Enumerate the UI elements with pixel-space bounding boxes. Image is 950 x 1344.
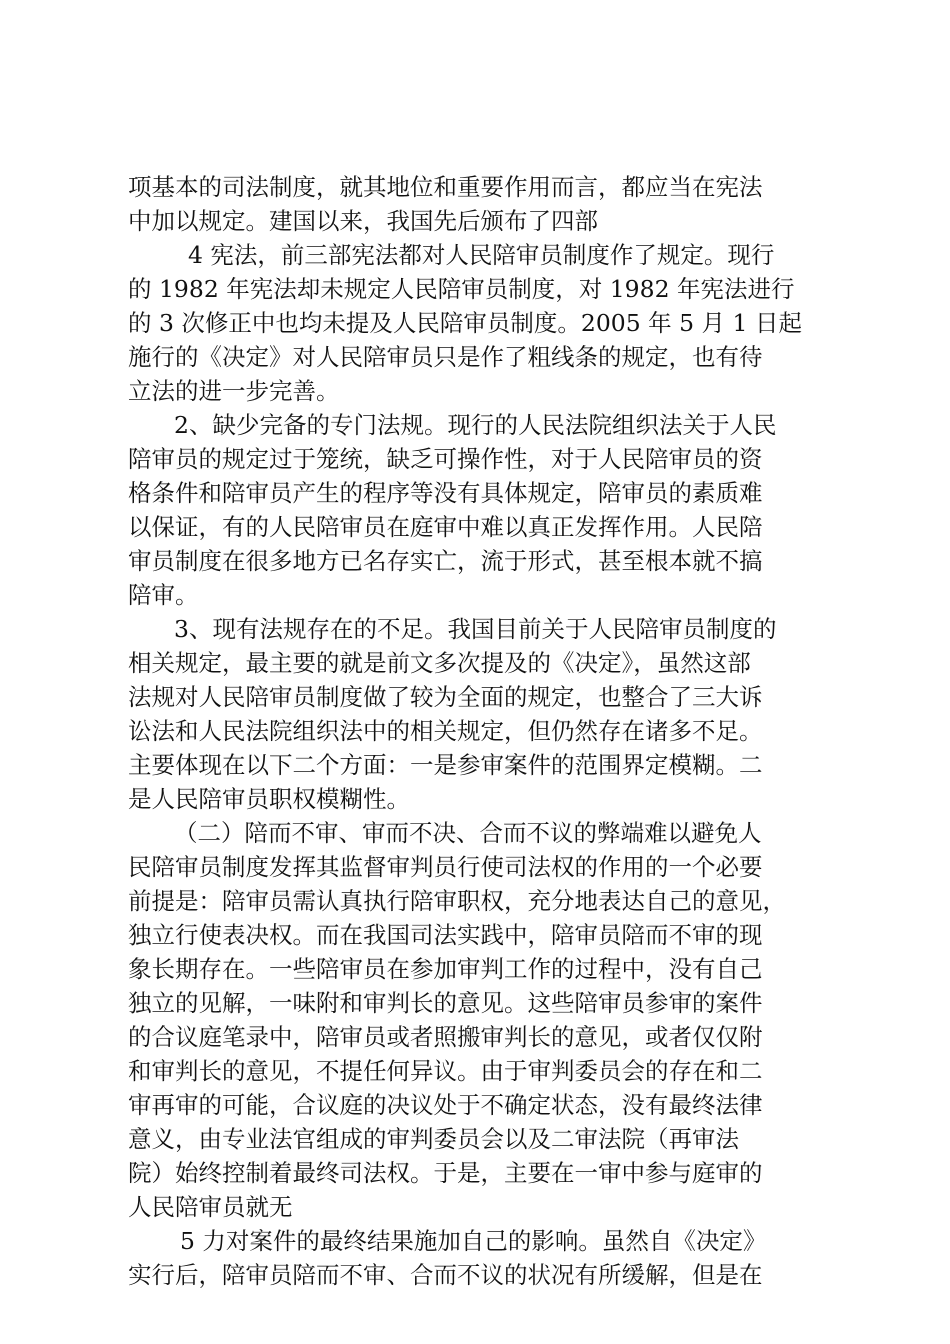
text-line: 立法的进一步完善。 — [128, 377, 340, 405]
text-line: 意义，由专业法官组成的审判委员会以及二审法院（再审法 — [128, 1125, 739, 1153]
text-line: 和审判长的意见，不提任何异议。由于审判委员会的存在和二 — [128, 1057, 763, 1085]
text-line: 的 1982 年宪法却未规定人民陪审员制度，对 1982 年宪法进行 — [128, 275, 795, 303]
text-line: 象长期存在。一些陪审员在参加审判工作的过程中，没有自己 — [128, 955, 763, 983]
text-line: 格条件和陪审员产生的程序等没有具体规定，陪审员的素质难 — [128, 479, 763, 507]
body-text — [128, 170, 838, 1292]
text-line: 主要体现在以下二个方面：一是参审案件的范围界定模糊。二 — [128, 751, 763, 779]
text-line: 院）始终控制着最终司法权。于是，主要在一审中参与庭审的 — [128, 1159, 763, 1187]
text-line: 5 力对案件的最终结果施加自己的影响。虽然自《决定》 — [180, 1227, 767, 1255]
text-line: 法规对人民陪审员制度做了较为全面的规定，也整合了三大诉 — [128, 683, 763, 711]
text-line: 2、缺少完备的专门法规。现行的人民法院组织法关于人民 — [174, 411, 777, 439]
text-line: 施行的《决定》对人民陪审员只是作了粗线条的规定，也有待 — [128, 343, 763, 371]
text-line: 相关规定，最主要的就是前文多次提及的《决定》，虽然这部 — [128, 649, 751, 677]
text-line: 的 3 次修正中也均未提及人民陪审员制度。2005 年 5 月 1 日起 — [128, 309, 802, 337]
text-line: 中加以规定。建国以来，我国先后颁布了四部 — [128, 207, 598, 235]
text-line: 陪审员的规定过于笼统，缺乏可操作性，对于人民陪审员的资 — [128, 445, 763, 473]
text-line: 独立的见解，一味附和审判长的意见。这些陪审员参审的案件 — [128, 989, 763, 1017]
text-line: 讼法和人民法院组织法中的相关规定，但仍然存在诸多不足。 — [128, 717, 763, 745]
text-line: 人民陪审员就无 — [128, 1193, 293, 1221]
text-line: 前提是：陪审员需认真执行陪审职权，充分地表达自己的意见， — [128, 887, 786, 915]
text-line: 4 宪法，前三部宪法都对人民陪审员制度作了规定。现行 — [188, 241, 775, 269]
text-line: 是人民陪审员职权模糊性。 — [128, 785, 410, 813]
text-line: 实行后，陪审员陪而不审、合而不议的状况有所缓解，但是在 — [128, 1261, 763, 1289]
text-line: 项基本的司法制度，就其地位和重要作用而言，都应当在宪法 — [128, 173, 763, 201]
text-line: 陪审。 — [128, 581, 199, 609]
text-line: （二）陪而不审、审而不决、合而不议的弊端难以避免人 — [174, 819, 762, 847]
text-line: 审再审的可能，合议庭的决议处于不确定状态，没有最终法律 — [128, 1091, 763, 1119]
text-line: 3、现有法规存在的不足。我国目前关于人民陪审员制度的 — [174, 615, 777, 643]
text-line: 审员制度在很多地方已名存实亡，流于形式，甚至根本就不搞 — [128, 547, 763, 575]
text-line: 以保证，有的人民陪审员在庭审中难以真正发挥作用。人民陪 — [128, 513, 763, 541]
text-line: 独立行使表决权。而在我国司法实践中，陪审员陪而不审的现 — [128, 921, 763, 949]
text-line: 民陪审员制度发挥其监督审判员行使司法权的作用的一个必要 — [128, 853, 763, 881]
text-line: 的合议庭笔录中，陪审员或者照搬审判长的意见，或者仅仅附 — [128, 1023, 763, 1051]
